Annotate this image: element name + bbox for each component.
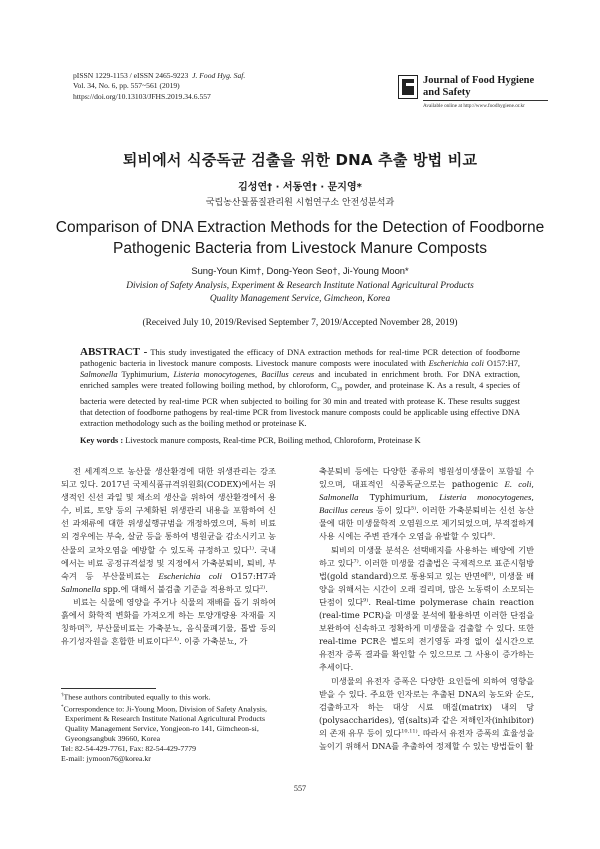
citation: 6): [487, 531, 493, 538]
body-text: 전 세계적으로 농산물 생산환경에 대한 위생관리는 강조되고 있다. 2017년 국제식품규격위원회(CODEX)에서는 위생적인 신선 과일 및 채소의 생산을 위하여 생산환경에서 용수, 비료, 토양 등의 구체화된 위생관리 내용을 포함하여 신선 과채류에 대한 위생실행규범을 개정하였으며, 특히 비료의 경우에는 부숙, 살균 등을 통하여 병원균을 감소시키고 농산물의 교차오염을 예방할 수 있도록 규정하고 있다: [61, 466, 276, 555]
footnote-text: Quality Management Service, Yongjeon-ro 141, Gimcheon-si,: [65, 724, 259, 734]
citation: 7): [353, 557, 359, 564]
header-divider: [423, 100, 548, 101]
body-text: . 이중 가축분뇨, 가: [178, 636, 248, 647]
body-text: ,: [531, 479, 535, 490]
citation: 1): [248, 544, 254, 551]
english-affiliation: [0, 280, 600, 305]
body-column-right: [319, 465, 534, 753]
english-title: [40, 218, 560, 259]
abstract: [80, 347, 520, 429]
contact-phone: Tel: 82-54-429-7761, Fax: 82-54-429-7779: [61, 744, 197, 754]
body-paragraph: [61, 465, 276, 596]
abstract-text: powder, and proteinase K. As a result, 4 species of bacteria were detected by real-time PCR when subjected to boiling for 30 min and treated with protease K. These results suggest that detection of foodborne pathogens by real-time PCR from livestock manure composts could be applicable using effective DNA extraction methodology such as the boiling method or proteinase K.: [80, 381, 521, 429]
body-column-left: [61, 465, 276, 648]
abstract-text: This study investigated the efficacy of DNA extraction methods for real-time PCR detection of foodborne pathogenic bacteria in livestock manure composts. Livestock manure composts were inoculated with: [80, 348, 521, 369]
body-text: spp.에 대해서 불검출 기준을 적용하고 있다: [100, 583, 261, 594]
body-text: O157:H7과: [221, 570, 276, 581]
body-text: . Real-time polymerase chain reaction (real-time PCR)을 미생물 분석에 활용하면 이러한 단점을 보완하여 신속하고 정확하게 미생물을 검출할 수 있다. 또한 real-time PCR은 별도의 전기영동 과정 없이 실시간으로 유전자 증폭 결과를 확인할 수 있으므로 그 사용이 증가하는 추세이다.: [319, 596, 534, 673]
received-dates: (Received July 10, 2019/Revised September 7, 2019/Accepted November 28, 2019): [142, 318, 458, 328]
abstract-text: O157:H7,: [483, 359, 520, 369]
body-text: . 이러한 미생물 검출법은 국제적으로 표준시험방법(gold standard)으로 통용되고 있는 반면에: [319, 557, 534, 581]
footnote-correspondence: [61, 703, 286, 715]
body-text: ,: [531, 492, 534, 503]
contact-email[interactable]: E-mail: jymoon76@korea.kr: [61, 754, 151, 764]
citation: 8): [488, 571, 494, 578]
subscript: 18: [336, 386, 343, 393]
footnote-text: Correspondence to: Ji-Young Moon, Division of Safety Analysis,: [63, 704, 267, 714]
affiliation-line2: Quality Management Service, Gimcheon, Korea: [209, 293, 391, 304]
korean-affiliation: 국립농산물품질관리원 시험연구소 안전성분석과: [205, 198, 395, 208]
footnote-equal-contribution: [61, 691, 286, 703]
body-text: 축분퇴비 등에는 다양한 종류의 병원성미생물이 포함될 수 있으며, 대표적인 식중독균으로는 pathogenic: [319, 466, 534, 490]
journal-name-line2: and Safety: [423, 87, 471, 99]
body-text: . 국내에서는 비료 공정규격설정 및 지정에서 가축분퇴비, 퇴비, 부숙겨 등 부산물비료는: [61, 544, 276, 581]
affiliation-line1: Division of Safety Analysis, Experiment & Research Institute National Agricultural Products: [126, 281, 474, 291]
body-text: 퇴비의 미생물 분석은 선택배지를 사용하는 배양에 기반하고 있다: [319, 544, 534, 568]
body-text: .: [265, 583, 268, 594]
footnote-mark: †: [61, 693, 64, 698]
page-number: 557: [293, 784, 307, 793]
citation: 5): [411, 505, 417, 512]
journal-header-info: [73, 71, 313, 102]
citation: 10,11): [401, 728, 418, 735]
body-paragraph: [319, 675, 534, 754]
korean-authors: 김성연† · 서동연† · 문지영*: [238, 182, 362, 193]
body-text: 등이 있다: [373, 505, 412, 516]
body-text: . 이러한 가축분퇴비는 신선 농산물에 대한 미생물학적 오염원으로 제기되었으며, 부적절하게 사용 시에는 주변 관개수 오염을 유발할 수 있다: [319, 505, 534, 542]
abstract-text: Typhimurium,: [117, 370, 174, 380]
doi-link[interactable]: https://doi.org/10.13103/JFHS.2019.34.6.557: [73, 91, 211, 101]
body-text: . 따라서 유전자 증폭의 효율성을 높이기 위해서 DNA를 추출하여 정제할 수 있는 방법들이 활: [319, 727, 534, 751]
body-paragraph: [319, 544, 534, 675]
abstract-heading: ABSTRACT -: [80, 346, 148, 358]
body-text: , 부산물비료는 가축분뇨, 음식물폐기물, 톱밥 등의 유기성자원을 혼합한 비료이다: [61, 623, 276, 647]
body-text: 비료는 식물에 영양을 주거나 식물의 재배를 돕기 위하여 흙에서 화학적 변화를 가져오게 하는 토양개량용 자재를 지칭하며: [61, 596, 276, 634]
keywords-text: Livestock manure composts, Real-time PCR, Boiling method, Chloroform, Proteinase K: [123, 436, 421, 445]
journal-logo-icon: [398, 75, 418, 99]
footnote-text: Experiment & Research Institute National Agricultural Products: [65, 714, 266, 724]
english-title-line2: Pathogenic Bacteria from Livestock Manure Composts: [113, 239, 487, 257]
species-name: Salmonella: [61, 583, 101, 594]
body-paragraph: [61, 596, 276, 648]
body-text: 미생물의 유전자 증폭은 다양한 요인들에 의하여 영향을 받을 수 있다. 주요한 인자로는 추출된 DNA의 농도와 순도, 검출하고자 하는 대상 시료 매질(matrix) 내의 당(polysaccharides), 염(salts)과 같은 저해인자(inhibitor)의 존재 유무 등이 있다: [319, 675, 534, 738]
keywords-label: Key words :: [80, 436, 124, 445]
journal-url[interactable]: Available online at http://www.foodhygiene.or.kr: [423, 103, 525, 109]
species-name: Salmonella: [319, 492, 359, 503]
abstract-text: and incubated in enrichment broth. For DNA extraction, enriched samples were treated following boiling method, by chloroform, C: [80, 370, 521, 391]
species-name: Escherichia coli: [158, 570, 222, 581]
footnote-divider: [61, 688, 156, 689]
footnote-text: These authors contributed equally to this work.: [63, 692, 211, 702]
species-name: E. coli: [504, 479, 532, 490]
footnote-mark: *: [61, 704, 64, 710]
body-text: , 미생물 배양을 위해서는 시간이 오래 걸리며, 많은 노동력이 소모되는 단점이 있다: [319, 570, 534, 607]
citation: 2): [260, 584, 266, 591]
body-text: Typhimurium,: [358, 492, 440, 503]
body-text: .: [492, 531, 496, 542]
species-name: Bacillus cereus: [261, 370, 315, 380]
citation: 9): [363, 597, 369, 604]
issn-line: pISSN 1229-1153 / eISSN 2465-9223 J. Food Hyg. Saf.: [73, 71, 246, 80]
citation: 2,4): [169, 636, 179, 643]
volume-line: Vol. 34, No. 6, pp. 557~561 (2019): [73, 81, 180, 91]
citation: 3): [84, 623, 90, 630]
species-name: Escherichia coli: [428, 359, 484, 369]
keywords: [80, 436, 520, 445]
english-title-line1: Comparison of DNA Extraction Methods for the Detection of Foodborne: [55, 219, 545, 236]
footnotes: [61, 691, 286, 764]
journal-name-line1: Journal of Food Hygiene: [423, 75, 535, 86]
journal-name: [423, 75, 563, 100]
species-name: Salmonella: [80, 370, 118, 380]
footnote-text: Gyeongsangbuk 39660, Korea: [65, 734, 161, 744]
journal-abbrev: J. Food Hyg. Saf.: [192, 71, 246, 80]
species-name: Listeria monocytogenes: [439, 492, 532, 503]
body-paragraph: [319, 465, 534, 544]
abstract-text: ,: [255, 370, 262, 380]
species-name: Listeria monocytogenes: [173, 370, 256, 380]
species-name: Bacillus cereus: [319, 505, 374, 516]
korean-title: 퇴비에서 식중독균 검출을 위한 DNA 추출 방법 비교: [122, 151, 478, 169]
english-authors: Sung-Youn Kim†, Dong-Yeon Seo†, Ji-Young Moon*: [191, 265, 409, 276]
